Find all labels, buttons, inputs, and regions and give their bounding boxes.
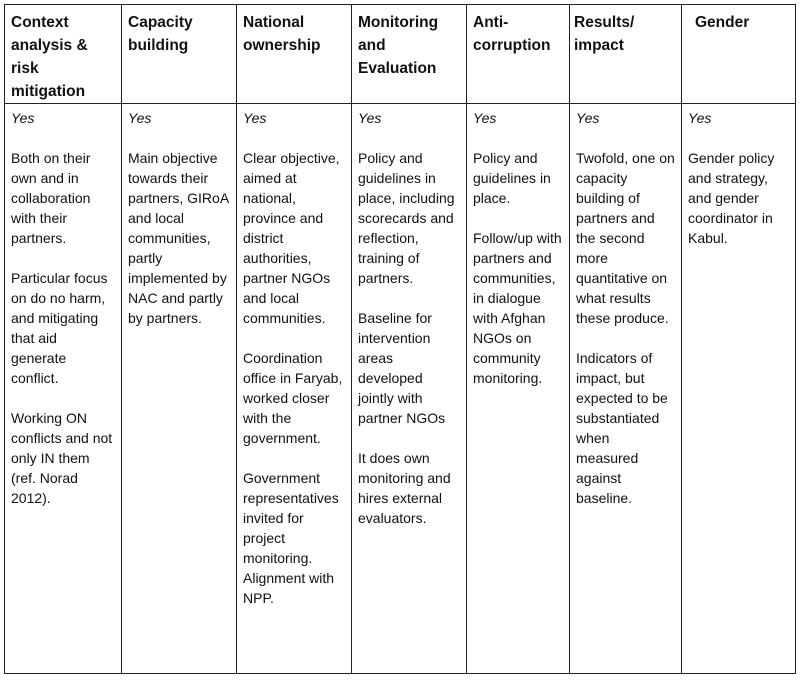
cell-paragraph: Particular focus on do no harm, and mitigating that aid generate conflict.: [11, 270, 108, 386]
yes-label: Yes: [576, 110, 600, 126]
cell-paragraph: Working ON conflicts and not only IN them (ref. Norad 2012).: [11, 410, 113, 506]
header-monitoring-evaluation: Monitoring and Evaluation: [352, 5, 467, 104]
cell-context-analysis: [5, 104, 122, 674]
header-capacity-building: Capacity building: [122, 5, 237, 104]
cell-paragraph: Baseline for intervention areas developed jointly with partner NGOs: [358, 310, 446, 426]
header-row: [5, 5, 796, 104]
yes-label: Yes: [688, 110, 712, 126]
cell-paragraph: Coordination office in Faryab, worked closer with the government.: [243, 350, 343, 446]
yes-label: Yes: [243, 110, 267, 126]
cell-monitoring-evaluation: [352, 104, 467, 674]
cell-paragraph: Indicators of impact, but expected to be substantiated when measured against baseline.: [576, 350, 668, 506]
cell-paragraph: Main objective towards their partners, GIRoA and local communities, partly implemented by NAC and partly by partners.: [128, 150, 229, 326]
yes-label: Yes: [358, 110, 382, 126]
header-anti-corruption: Anti-corruption: [467, 5, 570, 104]
cell-paragraph: It does own monitoring and hires external evaluators.: [358, 450, 451, 526]
table-row: [5, 104, 796, 674]
yes-label: Yes: [128, 110, 152, 126]
cell-anti-corruption: [467, 104, 570, 674]
cell-national-ownership: [237, 104, 352, 674]
yes-label: Yes: [11, 110, 35, 126]
assessment-table: [4, 4, 796, 674]
header-national-ownership: National ownership: [237, 5, 352, 104]
cell-paragraph: Policy and guidelines in place.: [473, 150, 551, 206]
cell-paragraph: Both on their own and in collaboration with their partners.: [11, 150, 91, 246]
cell-paragraph: Clear objective, aimed at national, province and district authorities, partner NGOs and local communities.: [243, 150, 340, 326]
cell-paragraph: Follow/up with partners and communities, in dialogue with Afghan NGOs on community monitoring.: [473, 230, 562, 386]
cell-capacity-building: [122, 104, 237, 674]
header-gender: Gender: [682, 5, 796, 104]
header-context-analysis: Context analysis & risk mitigation: [5, 5, 122, 104]
cell-gender: [682, 104, 796, 674]
cell-paragraph: Policy and guidelines in place, including scorecards and reflection, training of partners.: [358, 150, 455, 286]
cell-paragraph: Twofold, one on capacity building of partners and the second more quantitative on what results these produce.: [576, 150, 675, 326]
header-results-impact: Results/ impact: [570, 5, 682, 104]
cell-paragraph: Government representatives invited for project monitoring. Alignment with NPP.: [243, 470, 339, 606]
cell-paragraph: Gender policy and strategy, and gender coordinator in Kabul.: [688, 150, 775, 246]
cell-results-impact: [570, 104, 682, 674]
yes-label: Yes: [473, 110, 497, 126]
